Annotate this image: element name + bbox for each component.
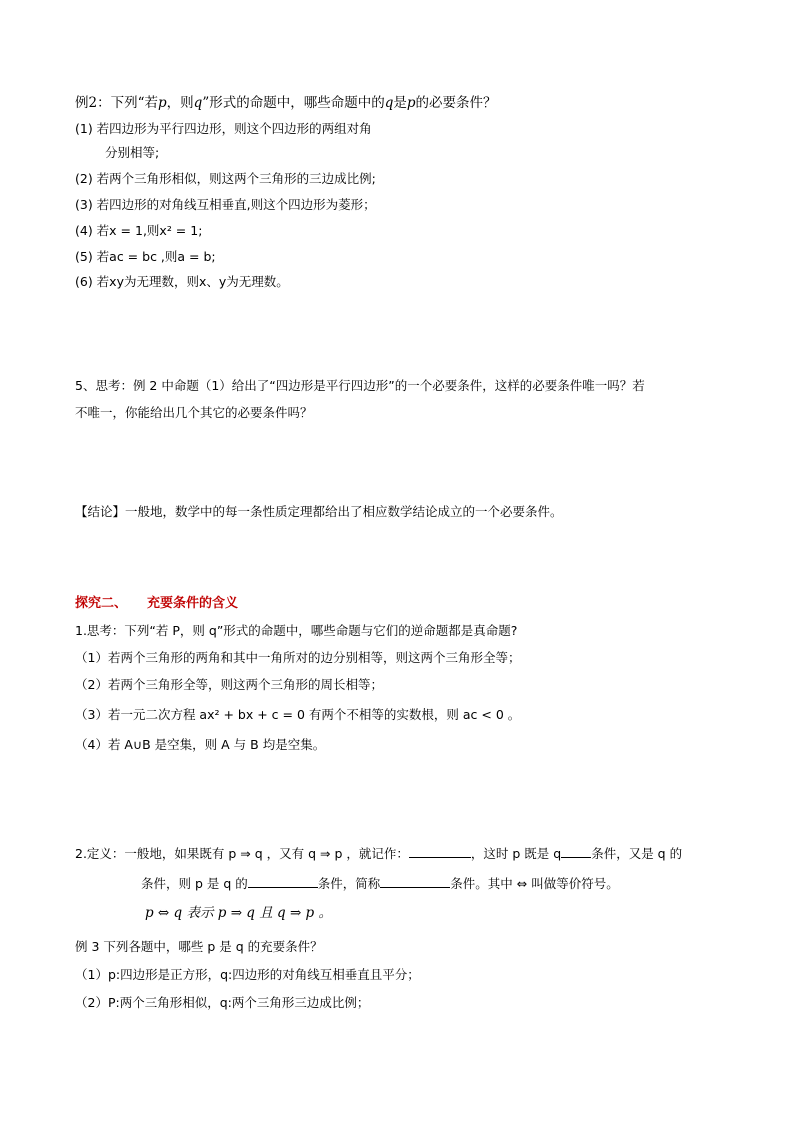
example-2-title-text: ，则: [166, 95, 194, 111]
definition-text: ，这时 p 既是 q: [470, 846, 562, 861]
answer-blank[interactable]: [409, 845, 471, 858]
var-p: p: [406, 95, 416, 111]
example-2-item-4: (4) 若x = 1,则x² = 1;: [75, 223, 203, 238]
section-2-title: 充要条件的含义: [147, 596, 239, 611]
var-p: p: [158, 95, 167, 111]
example-2-item-3: (3) 若四边形的对角线互相垂直,则这个四边形为菱形；: [75, 197, 376, 212]
var-q: q: [384, 95, 394, 111]
example-3-item-1: （1）p:四边形是正方形，q:四边形的对角线互相垂直且平分；: [75, 967, 420, 982]
example-2-item-1-cont: 分别相等;: [105, 145, 160, 160]
definition-text: 条件，则 p 是 q 的: [141, 876, 248, 891]
example-2-title-text: 是: [393, 95, 407, 111]
think-1-item-2: （2）若两个三角形全等，则这两个三角形的周长相等；: [75, 677, 383, 692]
conclusion: 【结论】一般地，数学中的每一条性质定理都给出了相应数学结论成立的一个必要条件。: [75, 504, 563, 519]
example-2-title-text: 例2：下列“若: [75, 95, 158, 111]
example-2-item-6: (6) 若xy为无理数，则x、y为无理数。: [75, 274, 289, 289]
example-2-title-text: 的必要条件？: [415, 95, 497, 111]
think-1-item-4: （4）若 A∪B 是空集，则 A 与 B 均是空集。: [75, 737, 326, 752]
think-5-line-1: 5、思考：例 2 中命题（1）给出了“四边形是平行四边形”的一个必要条件，这样的必要条件唯一吗？若: [75, 378, 645, 393]
answer-blank[interactable]: [561, 845, 591, 858]
example-2-title: [75, 94, 497, 112]
example-2-item-2: (2) 若两个三角形相似，则这两个三角形的三边成比例;: [75, 171, 376, 186]
answer-blank[interactable]: [248, 875, 318, 888]
example-3-item-2: （2）P:两个三角形相似，q:两个三角形三边成比例；: [75, 995, 370, 1010]
definition-text: 条件，又是 q 的: [591, 846, 683, 861]
think-1-item-1: （1）若两个三角形的两角和其中一角所对的边分别相等，则这两个三角形全等；: [75, 650, 521, 665]
definition-text: 2.定义：一般地，如果既有 p ⇒ q ，又有 q ⇒ p ，就记作：: [75, 846, 409, 861]
think-5-line-2: 不唯一，你能给出几个其它的必要条件吗？: [75, 405, 313, 420]
section-2-number: 探究二、: [75, 596, 128, 611]
example-3-title: 例 3 下列各题中，哪些 p 是 q 的充要条件？: [75, 939, 323, 954]
definition-line-1: [75, 845, 682, 863]
example-2-item-1: (1) 若四边形为平行四边形，则这个四边形的两组对角: [75, 121, 372, 136]
example-2-item-5: (5) 若ac = bc ,则a = b;: [75, 249, 216, 264]
example-2-title-text: ”形式的命题中，哪些命题中的: [202, 95, 385, 111]
think-1-item-3: （3）若一元二次方程 ax² + bx + c = 0 有两个不相等的实数根，则 ac < 0 。: [75, 707, 521, 722]
think-1-head: 1.思考：下列“若 P，则 q”形式的命题中，哪些命题与它们的逆命题都是真命题?: [75, 623, 518, 638]
definition-text: 条件，简称: [317, 876, 381, 891]
answer-blank[interactable]: [380, 875, 450, 888]
definition-line-2: [141, 875, 619, 893]
definition-text: 条件。其中 ⇔ 叫做等价符号。: [450, 876, 619, 891]
definition-equivalence: p ⇔ q 表示 p ⇒ q 且 q ⇒ p 。: [145, 905, 332, 921]
var-q: q: [193, 95, 203, 111]
